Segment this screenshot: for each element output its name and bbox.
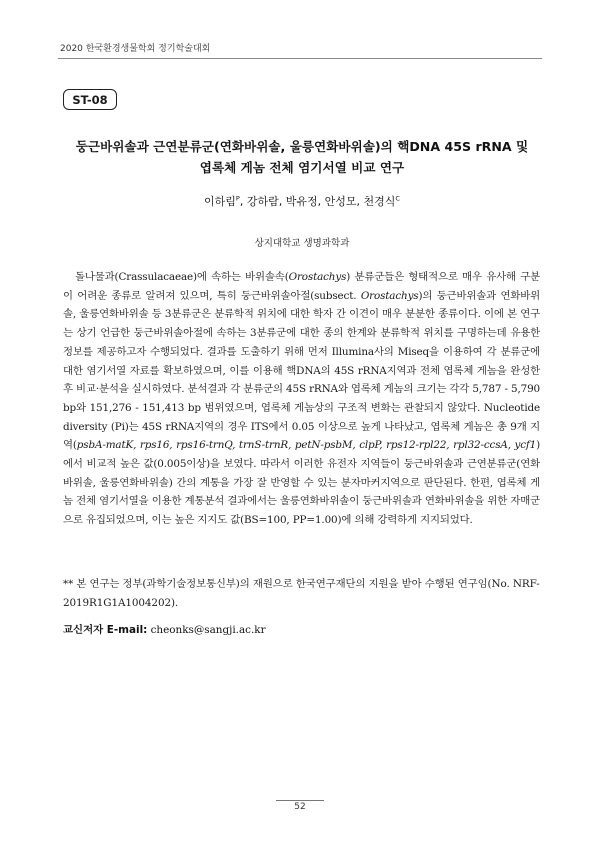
contact	[63, 621, 540, 636]
abstract	[63, 268, 540, 530]
author-list	[60, 193, 544, 209]
abstract-paragraph	[63, 268, 540, 530]
abstract-text: ) 분류군들은 형태적으로 매우 유사해 구분이 어려운 종류로 알려져 있으며, 특히 둥근바위솔아절(subsect.	[63, 271, 540, 302]
abstract-text: )의 둥근바위솔과 연화바위솔, 울릉연화바위솔 등 3분류군은 분류학적 위치에 대한 학자 간 이견이 매우 분분한 종류이다. 이에 본 연구는 상기 언급한 둥근바위솔아절에 속하는 3분류군에 대한 종의 한계와 분류학적 위치를 구명하는데 유용한 정보를 제공하고자 수행되었다. 결과를 도출하기 위해 먼저 Illumina사의 Miseq을 이용하여 각 분류군에 대한 염기서열 자료를 확보하였으며, 이를 이용해 핵DNA의 45S rRNA지역과 전체 엽록체 게놈을 완성한 후 비교·분석을 실시하였다. 분석결과 각 분류군의 45S rRNA와 엽록체 게놈의 크기는 각각 5,787 - 5,790 bp와 151,276 - 151,413 bp 범위였으며, 엽록체 게놈상의 구조적 변화는 관찰되지 않았다. Nucleotide diversity (Pi)는 45S rRNA지역의 경우 ITS에서 0.05 이상으로 높게 나타났고, 엽록체 게놈은 총 9개 지역(	[63, 289, 540, 452]
author-separator: ,	[317, 195, 325, 208]
session-badge: ST-08	[63, 89, 117, 110]
author-separator: ,	[278, 195, 286, 208]
author-separator: ,	[239, 195, 247, 208]
contact-label: 교신저자 E-mail:	[63, 624, 148, 636]
gene-list: psbA-matK, rps16, rps16-trnQ, trnS-trnR, petN-psbM, clpP, rps12-rpl22, rpl32-ccsA, ycf1	[76, 439, 537, 452]
header-divider	[58, 58, 542, 59]
author-superscript: P	[235, 194, 240, 203]
acknowledgement-text: ** 본 연구는 정부(과학기술정보통신부)의 재원으로 한국연구재단의 지원을 받아 수행된 연구임(No. NRF-2019R1G1A1004202).	[63, 578, 540, 609]
author-name: 천경식	[363, 195, 396, 208]
genus-name: Orostachys	[288, 271, 347, 283]
affiliation: 상지대학교 생명과학과	[254, 238, 350, 249]
contact-email[interactable]: cheonks@sangji.ac.kr	[150, 624, 266, 636]
title-line-1: 둥근바위솔과 근연분류군(연화바위솔, 울릉연화바위솔)의 핵DNA 45S rRNA 및	[75, 139, 529, 154]
author-separator: ,	[356, 195, 364, 208]
author-superscript: C	[395, 194, 400, 203]
abstract-text: 돌나물과(Crassulacaeae)에 속하는 바위솔속(	[75, 271, 289, 283]
running-header: 2020 한국환경생물학회 정기학술대회	[60, 44, 211, 54]
abstract-text: )에서 비교적 높은 값(0.005이상)을 보였다. 따라서 이러한 유전자 지역들이 둥근바위솔과 근연분류군(연화바위솔, 울릉연화바위솔) 간의 계통을 가장 잘 반영할 수 있는 분자마커지역으로 판단된다. 한편, 엽록체 게놈 전체 염기서열을 이용한 계통분석 결과에서는 울릉연화바위솔이 둥근바위솔과 연화바위솔을 위한 자매군으로 유집되었으며, 이는 높은 지지도 값(BS=100, PP=1.00)에 의해 강력하게 지지되었다.	[63, 439, 540, 527]
author-name: 이하림	[204, 195, 236, 208]
author-name: 안성모	[324, 195, 357, 208]
acknowledgement	[63, 575, 540, 612]
genus-name: Orostachys	[360, 289, 419, 302]
author-name: 강하람	[246, 195, 279, 208]
author-name: 박유정	[285, 195, 318, 208]
page-number: 52	[294, 802, 306, 812]
footer-divider	[276, 800, 324, 801]
title-line-2: 엽록체 게놈 전체 염기서열 비교 연구	[199, 160, 405, 175]
